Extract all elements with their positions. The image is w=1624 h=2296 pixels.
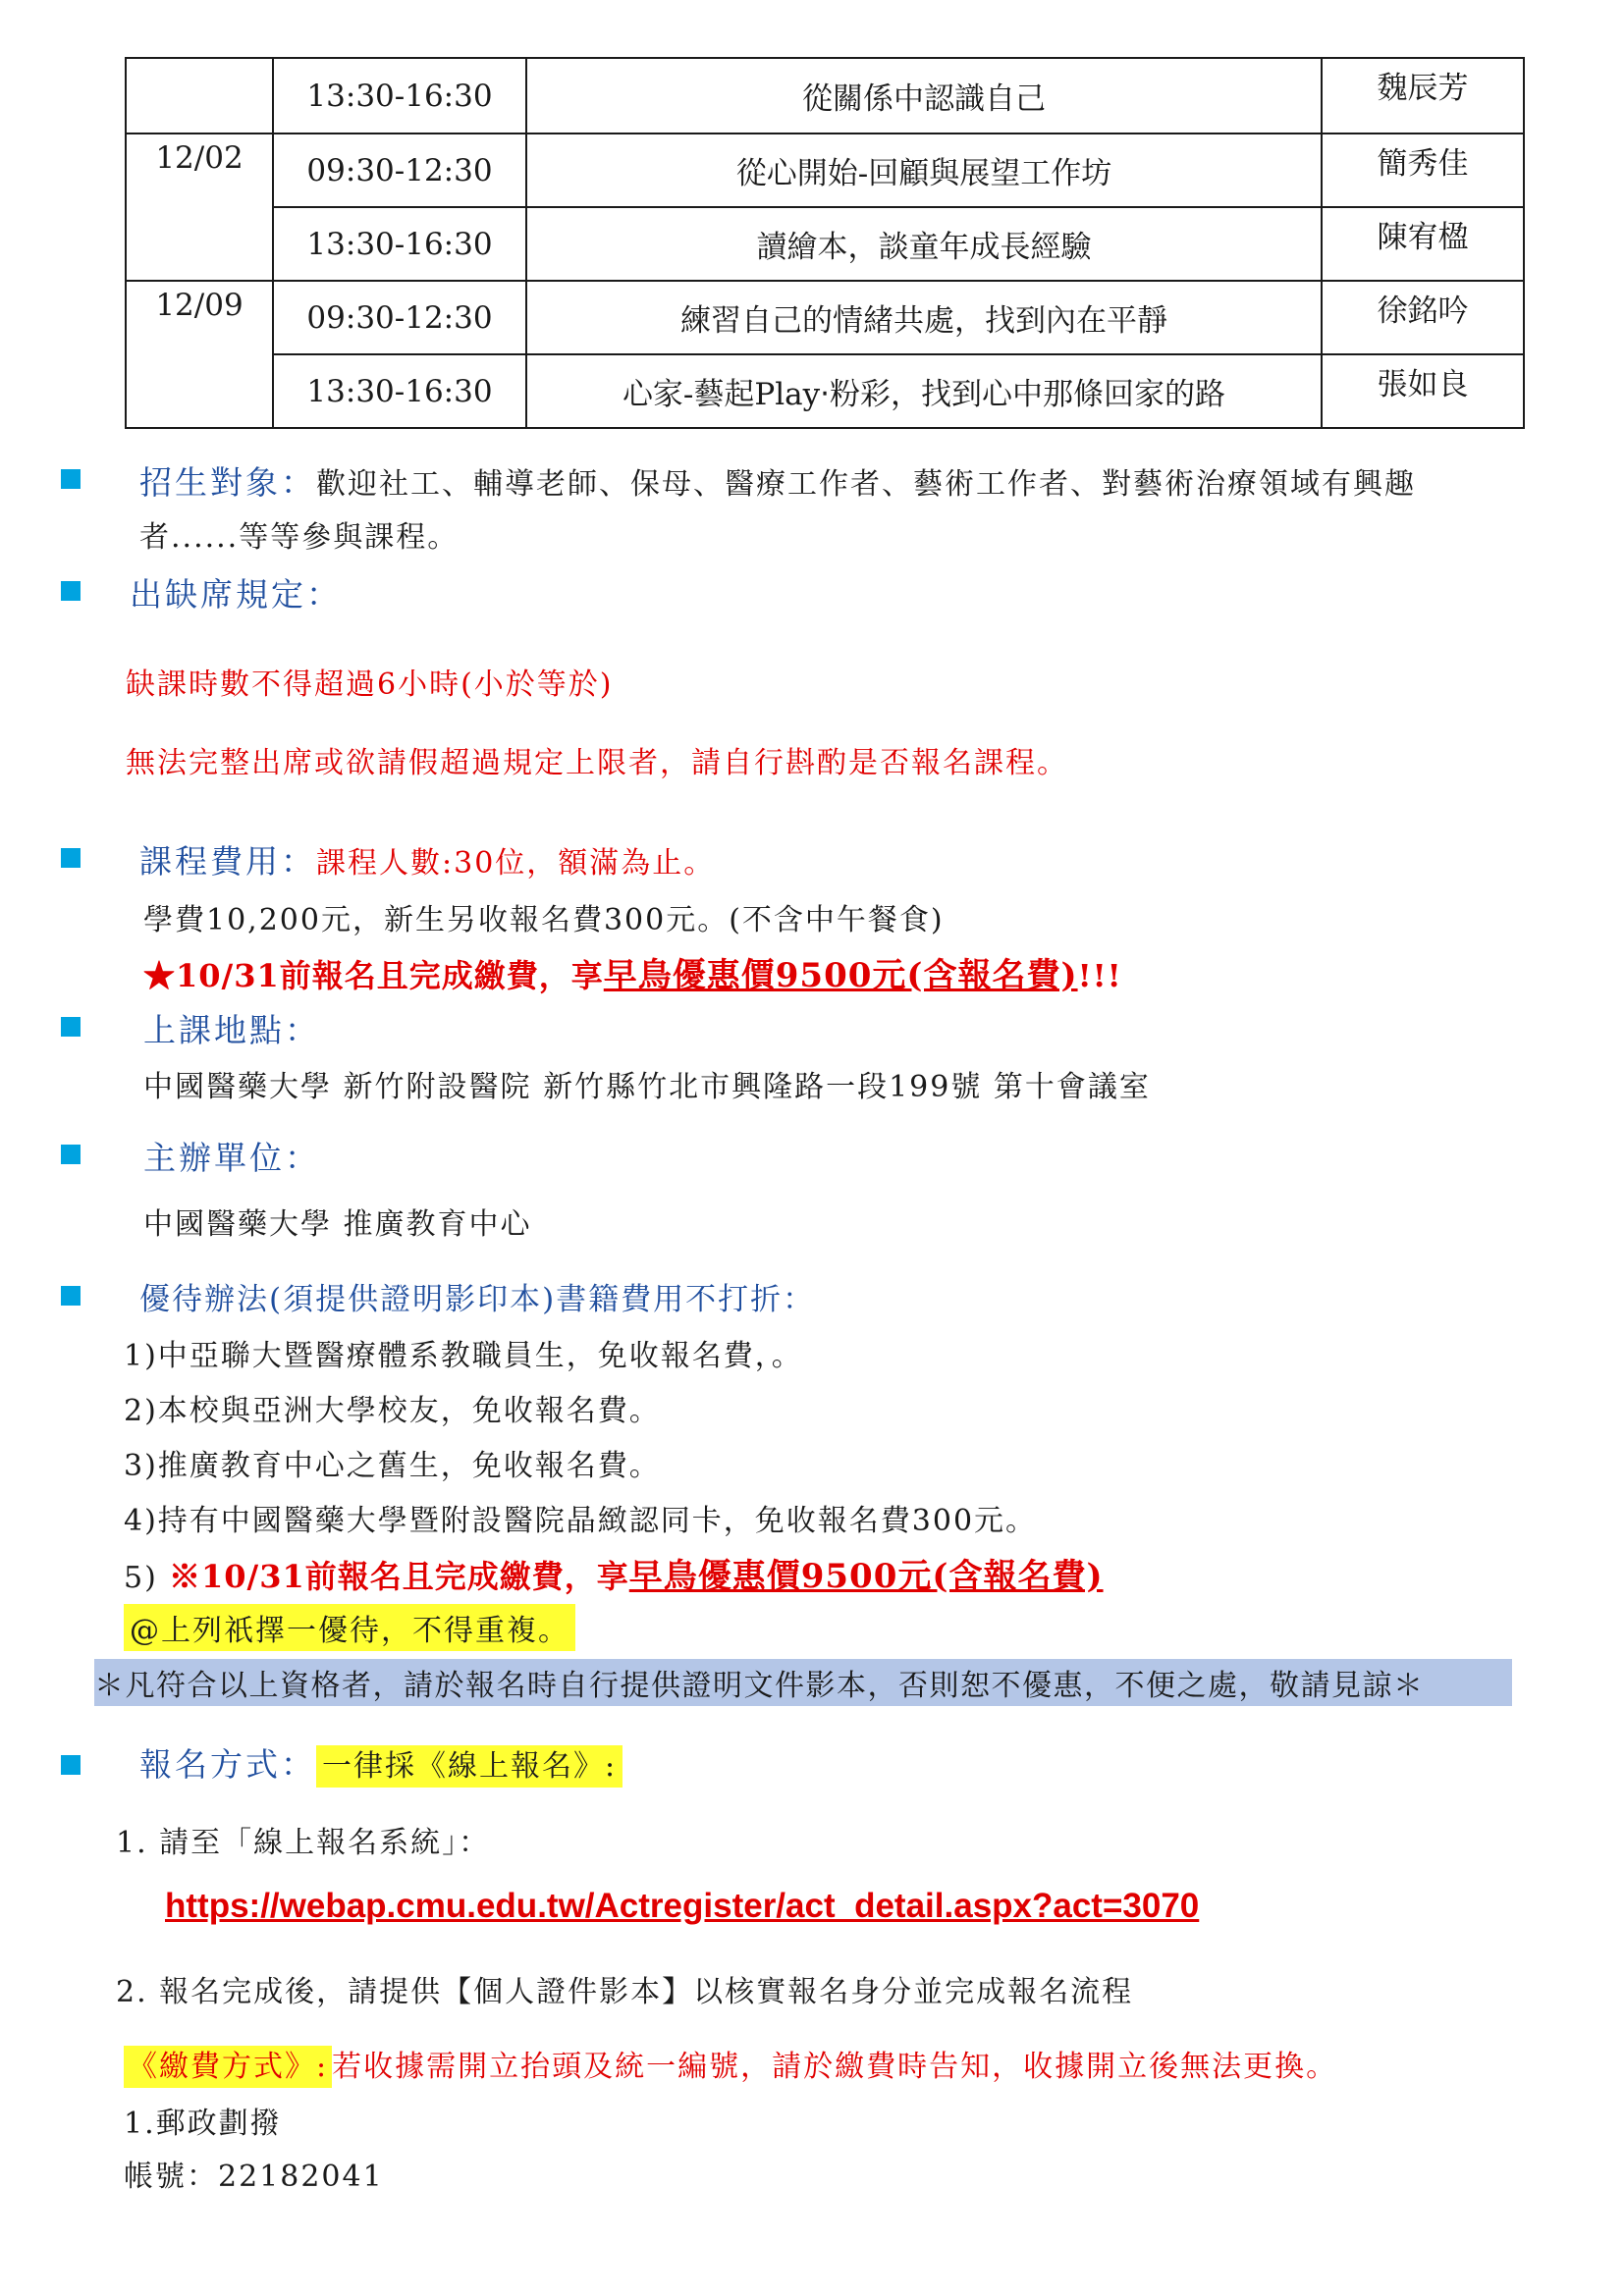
choose-one-note: @上列祇擇一優待，不得重複。 bbox=[124, 1604, 575, 1651]
time-cell: 09:30-12:30 bbox=[273, 281, 526, 354]
speaker-cell: 張如良 bbox=[1322, 354, 1524, 428]
square-bullet-icon bbox=[61, 1017, 81, 1037]
time-cell: 09:30-12:30 bbox=[273, 133, 526, 207]
registration-step-2: 2. 報名完成後，請提供【個人證件影本】以核實報名身分並完成報名流程 bbox=[116, 1975, 1134, 2009]
square-bullet-icon bbox=[61, 1145, 81, 1164]
date-cell bbox=[126, 58, 273, 133]
registration-heading: 報名方式： bbox=[139, 1745, 316, 1784]
topic-cell: 心家-藝起Play‧粉彩，找到心中那條回家的路 bbox=[526, 354, 1322, 428]
early-bird-price: 早鳥優惠價9500元(含報名費) bbox=[628, 1557, 1104, 1596]
discount-item-3: 3)推廣教育中心之舊生，免收報名費。 bbox=[124, 1449, 661, 1483]
enroll-target-line1: 招生對象：歡迎社工、輔導老師、保母、醫療工作者、藝術工作者、對藝術治療領域有興趣 bbox=[139, 463, 1416, 502]
discount-item-2: 2)本校與亞洲大學校友，免收報名費。 bbox=[124, 1394, 661, 1428]
date-cell: 12/02 bbox=[126, 133, 273, 281]
square-bullet-icon bbox=[61, 581, 81, 601]
table-row bbox=[126, 281, 1524, 354]
table-row bbox=[126, 58, 1524, 133]
topic-cell: 讀繪本，談童年成長經驗 bbox=[526, 207, 1322, 281]
organizer-heading: 主辦單位： bbox=[143, 1139, 320, 1177]
fee-capacity: 課程人數:30位，額滿為止。 bbox=[316, 846, 716, 881]
registration-line bbox=[139, 1739, 623, 1786]
registration-link[interactable]: https://webap.cmu.edu.tw/Actregister/act_detail.aspx?act=3070 bbox=[165, 1887, 1200, 1925]
enroll-target-heading: 招生對象： bbox=[139, 463, 316, 502]
early-bird-offer: ★10/31前報名且完成繳費，享早鳥優惠價9500元(含報名費)!!! bbox=[143, 956, 1122, 995]
square-bullet-icon bbox=[61, 469, 81, 489]
registration-step-1: 1. 請至「線上報名系統」： bbox=[116, 1826, 491, 1860]
attendance-rule-1: 缺課時數不得超過6小時(小於等於) bbox=[126, 667, 614, 702]
discount-item-4: 4)持有中國醫藥大學暨附設醫院晶緻認同卡，免收報名費300元。 bbox=[124, 1504, 1038, 1538]
topic-cell: 從關係中認識自己 bbox=[526, 58, 1322, 133]
location-address: 中國醫藥大學 新竹附設醫院 新竹縣竹北市興隆路一段199號 第十會議室 bbox=[143, 1070, 1151, 1104]
topic-cell: 練習自己的情緒共處，找到內在平靜 bbox=[526, 281, 1322, 354]
fee-tuition: 學費10,200元，新生另收報名費300元。(不含中午餐食) bbox=[143, 903, 945, 937]
payment-method-1: 1.郵政劃撥 bbox=[124, 2107, 282, 2141]
fee-line bbox=[139, 836, 715, 882]
early-bird-price: 早鳥優惠價9500元(含報名費) bbox=[603, 956, 1078, 995]
payment-account: 帳號：22182041 bbox=[124, 2160, 384, 2194]
date-cell: 12/09 bbox=[126, 281, 273, 428]
discount-heading: 優待辦法(須提供證明影印本)書籍費用不打折： bbox=[139, 1282, 816, 1317]
speaker-cell: 簡秀佳 bbox=[1322, 133, 1524, 207]
topic-cell: 從心開始-回顧與展望工作坊 bbox=[526, 133, 1322, 207]
table-row bbox=[126, 354, 1524, 428]
fee-heading: 課程費用： bbox=[139, 842, 316, 881]
attendance-rule-2: 無法完整出席或欲請假超過規定上限者，請自行斟酌是否報名課程。 bbox=[126, 746, 1068, 780]
time-cell: 13:30-16:30 bbox=[273, 58, 526, 133]
square-bullet-icon bbox=[61, 1286, 81, 1306]
registration-method: 一律採《線上報名》: bbox=[316, 1745, 623, 1788]
time-cell: 13:30-16:30 bbox=[273, 207, 526, 281]
schedule-table bbox=[125, 57, 1525, 429]
organizer-name: 中國醫藥大學 推廣教育中心 bbox=[143, 1207, 532, 1242]
discount-item-1: 1)中亞聯大暨醫療體系教職員生，免收報名費，。 bbox=[124, 1339, 803, 1373]
speaker-cell: 徐銘吟 bbox=[1322, 281, 1524, 354]
speaker-cell: 陳宥楹 bbox=[1322, 207, 1524, 281]
payment-line bbox=[124, 2042, 1337, 2085]
location-heading: 上課地點： bbox=[143, 1011, 320, 1049]
square-bullet-icon bbox=[61, 848, 81, 868]
eligibility-notice: ＊凡符合以上資格者，請於報名時自行提供證明文件影本，否則恕不優惠，不便之處，敬請見諒＊ bbox=[94, 1659, 1512, 1706]
speaker-cell: 魏辰芳 bbox=[1322, 58, 1524, 133]
table-row bbox=[126, 133, 1524, 207]
payment-note: 若收據需開立抬頭及統一編號，請於繳費時告知，收據開立後無法更換。 bbox=[332, 2050, 1338, 2084]
table-row bbox=[126, 207, 1524, 281]
time-cell: 13:30-16:30 bbox=[273, 354, 526, 428]
payment-label: 《繳費方式》: bbox=[124, 2046, 332, 2088]
discount-item-5: 5) ※10/31前報名且完成繳費，享早鳥優惠價9500元(含報名費) bbox=[124, 1557, 1104, 1596]
enroll-target-line2: 者......等等參與課程。 bbox=[139, 520, 460, 555]
attendance-heading: 出缺席規定： bbox=[130, 575, 342, 614]
square-bullet-icon bbox=[61, 1755, 81, 1775]
